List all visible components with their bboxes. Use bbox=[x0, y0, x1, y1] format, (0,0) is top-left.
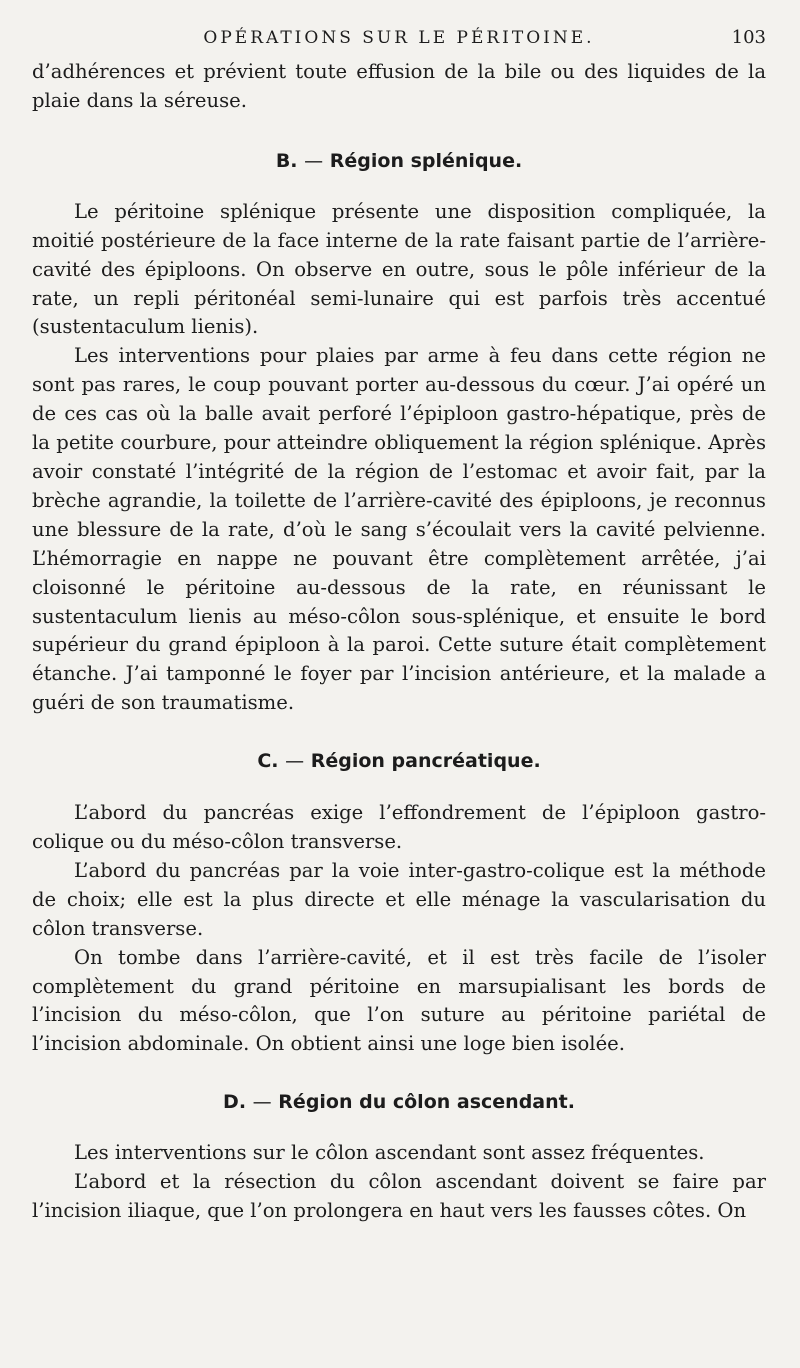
paragraph: Le péritoine splénique présente une disposition compliquée, la moitié postérieure de la face interne de la rate faisant partie de l’arrière-cavité des épiploons. On observe en outre, sous le pôle inférieur de la rate, un repli péritonéal semi-lunaire qui est parfois très accentué (sustentaculum lienis). bbox=[32, 199, 766, 339]
paragraph: On tombe dans l’arrière-cavité, et il est très facile de l’isoler complètement du grand péritoine en marsupialisant les bords de l’incision du méso-côlon, que l’on suture au péritoine pariétal de l’incision abdominale. On obtient ainsi une loge bien isolée. bbox=[32, 945, 766, 1056]
intro-paragraph: d’adhérences et prévient toute effusion de la bile ou des liquides de la plaie dans la séreuse. bbox=[32, 60, 766, 112]
page-number: 103 bbox=[731, 27, 766, 48]
running-title: OPÉRATIONS SUR LE PÉRITOINE. bbox=[203, 28, 595, 48]
section-heading-b bbox=[32, 148, 766, 174]
section-title: Région du côlon ascendant. bbox=[278, 1091, 575, 1114]
section-title: Région pancréatique. bbox=[310, 750, 541, 773]
section-heading-d bbox=[32, 1089, 766, 1115]
paragraph: L’abord et la résection du côlon ascendant doivent se faire par l’incision iliaque, que l’on prolongera en haut vers les fausses côtes. On bbox=[32, 1170, 766, 1223]
heading-dash: — bbox=[252, 1091, 272, 1114]
running-header bbox=[32, 24, 766, 58]
heading-dash: — bbox=[285, 750, 305, 773]
heading-dash: — bbox=[304, 149, 324, 172]
paragraph: L’abord du pancréas par la voie inter-gastro-colique est la méthode de choix; elle est la plus directe et elle ménage la vascularisation du côlon transverse. bbox=[32, 858, 766, 940]
section-letter: D. bbox=[223, 1091, 247, 1114]
section-heading-c bbox=[32, 748, 766, 774]
section-title: Région splénique. bbox=[329, 149, 523, 172]
paragraph: Les interventions pour plaies par arme à feu dans cette région ne sont pas rares, le coup pouvant porter au-dessous du cœur. J’ai opéré un de ces cas où la balle avait perforé l’épiploon gastro-hépatique, près de la petite courbure, pour atteindre obliquement la région splénique. Après avoir constaté l’intégrité de la région de l’estomac et avoir fait, par la brèche agrandie, la toilette de l’arrière-cavité des épiploons, je reconnus une blessure de la rate, d’où le sang s’écoulait vers la cavité pelvienne. L’hémorragie en nappe ne pouvant être complètement arrêtée, j’ai cloisonné le péritoine au-dessous de la rate, en réunissant le sustentaculum lienis au méso-côlon sous-splénique, et ensuite le bord supérieur du grand épiploon à la paroi. Cette suture était complètement étanche. J’ai tamponné le foyer par l’incision antérieure, et la malade a guéri de son traumatisme. bbox=[32, 344, 766, 715]
paragraph: L’abord du pancréas exige l’effondrement de l’épiploon gastro-colique ou du méso-côlon transverse. bbox=[32, 801, 766, 854]
section-letter: C. bbox=[257, 750, 279, 773]
paragraph: Les interventions sur le côlon ascendant sont assez fréquentes. bbox=[74, 1141, 705, 1165]
section-letter: B. bbox=[275, 149, 298, 172]
